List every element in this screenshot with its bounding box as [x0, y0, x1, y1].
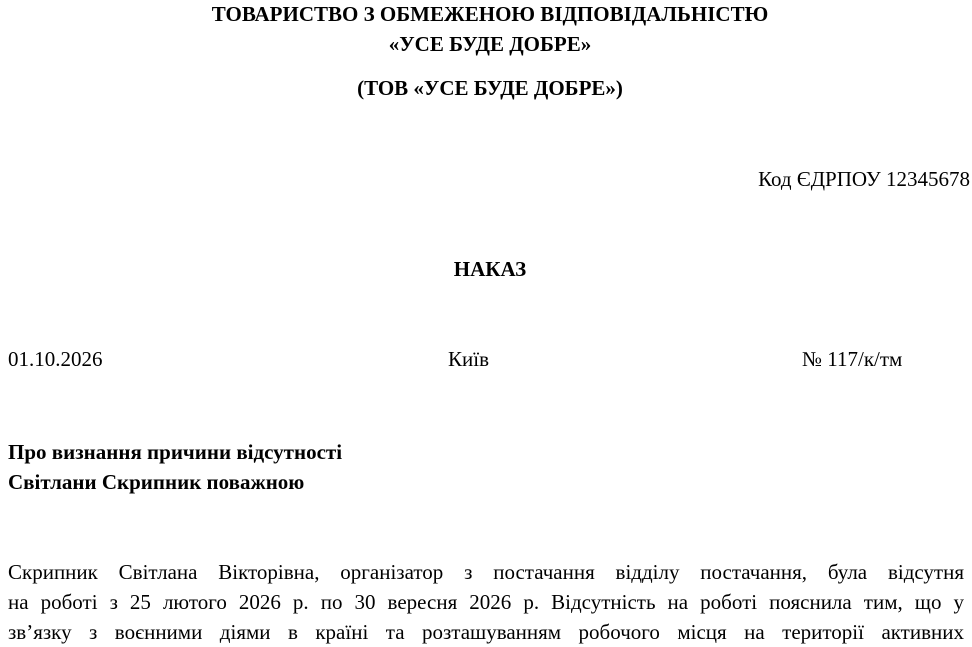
document-city: Київ	[448, 347, 489, 371]
document-date: 01.10.2026	[8, 347, 103, 371]
order-subject	[8, 437, 342, 497]
body-line-2: на роботі з 25 лютого 2026 р. по 30 вересня 2026 р. Відсутність на роботі пояснила тим, що у	[8, 590, 964, 614]
order-subject-line-1: Про визнання причини відсутності	[8, 440, 343, 464]
body-line-1: Скрипник Світлана Вікторівна, організатор з постачання відділу постачання, була відсутня	[8, 560, 964, 584]
organization-short-name: (ТОВ «УСЕ БУДЕ ДОБРЕ»)	[357, 76, 623, 100]
organization-name-line-1: ТОВАРИСТВО З ОБМЕЖЕНОЮ ВІДПОВІДАЛЬНІСТЮ	[211, 2, 769, 26]
organization-name-line-2: «УСЕ БУДЕ ДОБРЕ»	[388, 32, 592, 56]
edrpou-code: Код ЄДРПОУ 12345678	[758, 167, 970, 191]
body-line-3: зв’язку з воєнними діями в країні та розташуванням робочого місця на території активних	[8, 620, 964, 644]
order-body-text	[8, 557, 964, 647]
order-number: № 117/к/тм	[802, 347, 903, 371]
document-type-title: НАКАЗ	[453, 257, 527, 281]
order-subject-line-2: Світлани Скрипник поважною	[8, 470, 305, 494]
